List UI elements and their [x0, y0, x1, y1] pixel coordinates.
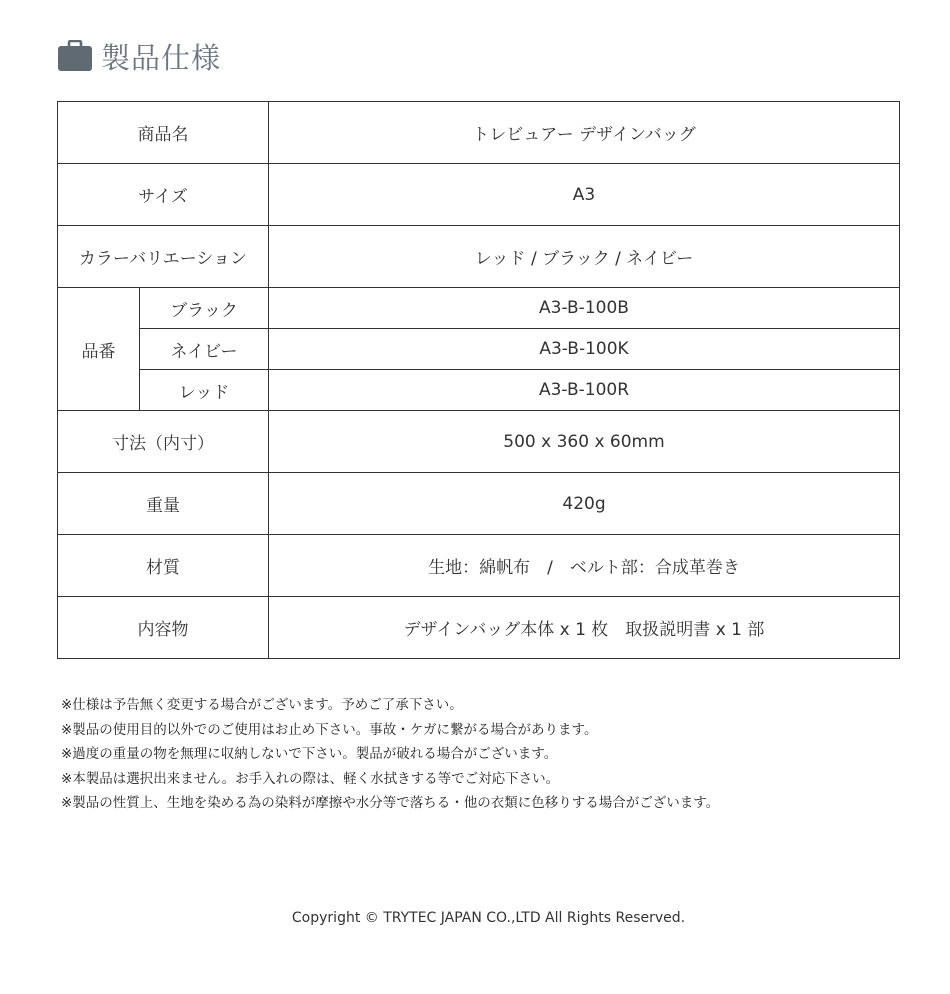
note-item: ※製品の性質上、生地を染める為の染料が摩擦や水分等で落ちる・他の衣類に色移りする場合がございます。: [61, 795, 720, 811]
table-row: [58, 102, 900, 164]
spec-value: A3: [269, 164, 900, 226]
table-row: [58, 329, 900, 370]
spec-value: トレビュアー デザインバッグ: [269, 102, 900, 164]
part-color-label: ブラック: [140, 288, 269, 329]
table-row: [58, 597, 900, 659]
part-color-label: ネイビー: [140, 329, 269, 370]
spec-label: 商品名: [58, 102, 269, 164]
briefcase-icon: [57, 40, 93, 72]
spec-label: 寸法（内寸）: [58, 411, 269, 473]
section-heading: [57, 36, 221, 76]
table-row: [58, 164, 900, 226]
notes-list: [61, 693, 719, 816]
part-code: A3-B-100K: [269, 329, 900, 370]
table-row: [58, 473, 900, 535]
page-title: 製品仕様: [101, 40, 222, 75]
part-number-label: 品番: [58, 288, 140, 411]
spec-value: 生地：綿帆布 / ベルト部：合成革巻き: [269, 535, 900, 597]
spec-value: レッド / ブラック / ネイビー: [269, 226, 900, 288]
note-item: ※過度の重量の物を無理に収納しないで下さい。製品が破れる場合がございます。: [61, 746, 558, 762]
spec-label: 内容物: [58, 597, 269, 659]
copyright-text: Copyright © TRYTEC JAPAN CO.,LTD All Rights Reserved.: [291, 910, 686, 926]
table-row: [58, 411, 900, 473]
note-item: ※製品の使用目的以外でのご使用はお止め下さい。事故・ケガに繋がる場合があります。: [61, 721, 598, 738]
spec-label: 材質: [58, 535, 269, 597]
table-row: [58, 226, 900, 288]
spec-label: サイズ: [58, 164, 269, 226]
table-row: [58, 370, 900, 411]
note-item: ※本製品は選択出来ません。お手入れの際は、軽く水拭きする等でご対応下さい。: [61, 770, 560, 787]
spec-table: [57, 101, 900, 659]
part-color-label: レッド: [140, 370, 269, 411]
spec-value: 420g: [269, 473, 900, 535]
spec-value: 500 x 360 x 60mm: [269, 411, 900, 473]
spec-value: デザインバッグ本体 x 1 枚 取扱説明書 x 1 部: [269, 597, 900, 659]
part-code: A3-B-100R: [269, 370, 900, 411]
spec-label: 重量: [58, 473, 269, 535]
part-code: A3-B-100B: [269, 288, 900, 329]
table-row: [58, 288, 900, 329]
note-item: ※仕様は予告無く変更する場合がございます。予めご了承下さい。: [61, 697, 463, 713]
spec-label: カラーバリエーション: [58, 226, 269, 288]
table-row: [58, 535, 900, 597]
